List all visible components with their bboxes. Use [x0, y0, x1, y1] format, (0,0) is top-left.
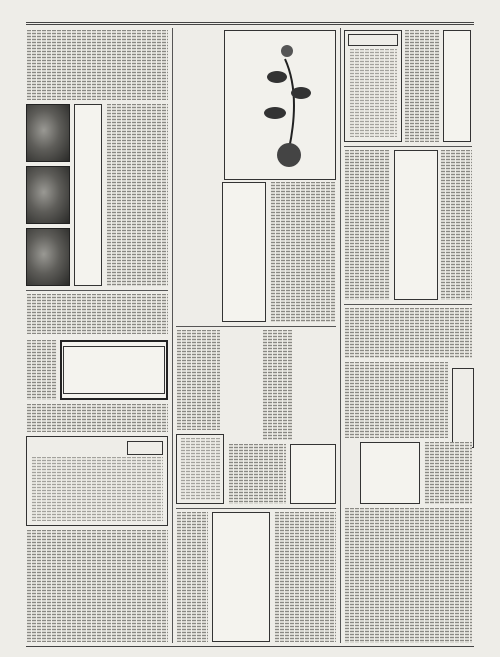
headline-j [212, 512, 270, 642]
photo-3 [26, 228, 70, 286]
box-lower-left-body [31, 457, 163, 521]
rule-right-2 [344, 304, 472, 305]
headline-g [296, 330, 336, 440]
banner-headline-frame [63, 346, 165, 394]
rule-center-2 [176, 508, 336, 509]
rule-center-1 [176, 326, 336, 327]
masthead-rule-top [26, 22, 474, 23]
article-n-body-a [26, 340, 56, 400]
article-o-body [26, 530, 168, 642]
rule-right-1 [344, 146, 472, 147]
photo-2 [26, 166, 70, 224]
article-e-body-a [424, 442, 472, 504]
article-a-body [404, 30, 440, 142]
article-b-body-right [440, 150, 472, 300]
article-h-body [228, 444, 286, 504]
box-lower-left [26, 436, 168, 526]
article-m-body [26, 294, 168, 334]
article-l-body [106, 104, 168, 286]
box-top-right-body [349, 49, 397, 137]
column-rule-right [340, 28, 341, 643]
article-b-body-left [344, 150, 390, 300]
article-n-body-b [26, 404, 168, 432]
article-g-body-b [176, 330, 220, 430]
article-c-body [344, 308, 472, 358]
rule-left-1 [26, 290, 168, 291]
box-middle-right [452, 368, 474, 448]
headline-d [300, 30, 334, 140]
article-k-body [26, 30, 168, 100]
article-i-body [274, 512, 336, 642]
box-center-small [176, 434, 224, 504]
box-center-small-body [180, 438, 220, 500]
headline-k [74, 104, 102, 286]
box-lower-left-title [127, 441, 163, 455]
photo-1 [26, 104, 70, 162]
headline-b [394, 150, 438, 300]
column-rule-left [172, 28, 173, 643]
headline-f [222, 182, 266, 322]
box-top-right-title [348, 34, 398, 46]
article-e-body-b [344, 508, 472, 643]
article-j-body [176, 512, 208, 642]
headline-e [252, 40, 292, 164]
masthead-rule-bottom [26, 24, 474, 25]
headline-c [360, 442, 420, 504]
headline-h [222, 330, 258, 430]
article-g-body-a [262, 330, 292, 440]
article-f-body [270, 182, 336, 322]
article-d-body [344, 362, 448, 438]
headline-i [290, 444, 336, 504]
headline-a [443, 30, 471, 142]
bottom-rule [26, 646, 474, 647]
banner-headline [60, 340, 168, 400]
box-top-right [344, 30, 402, 142]
